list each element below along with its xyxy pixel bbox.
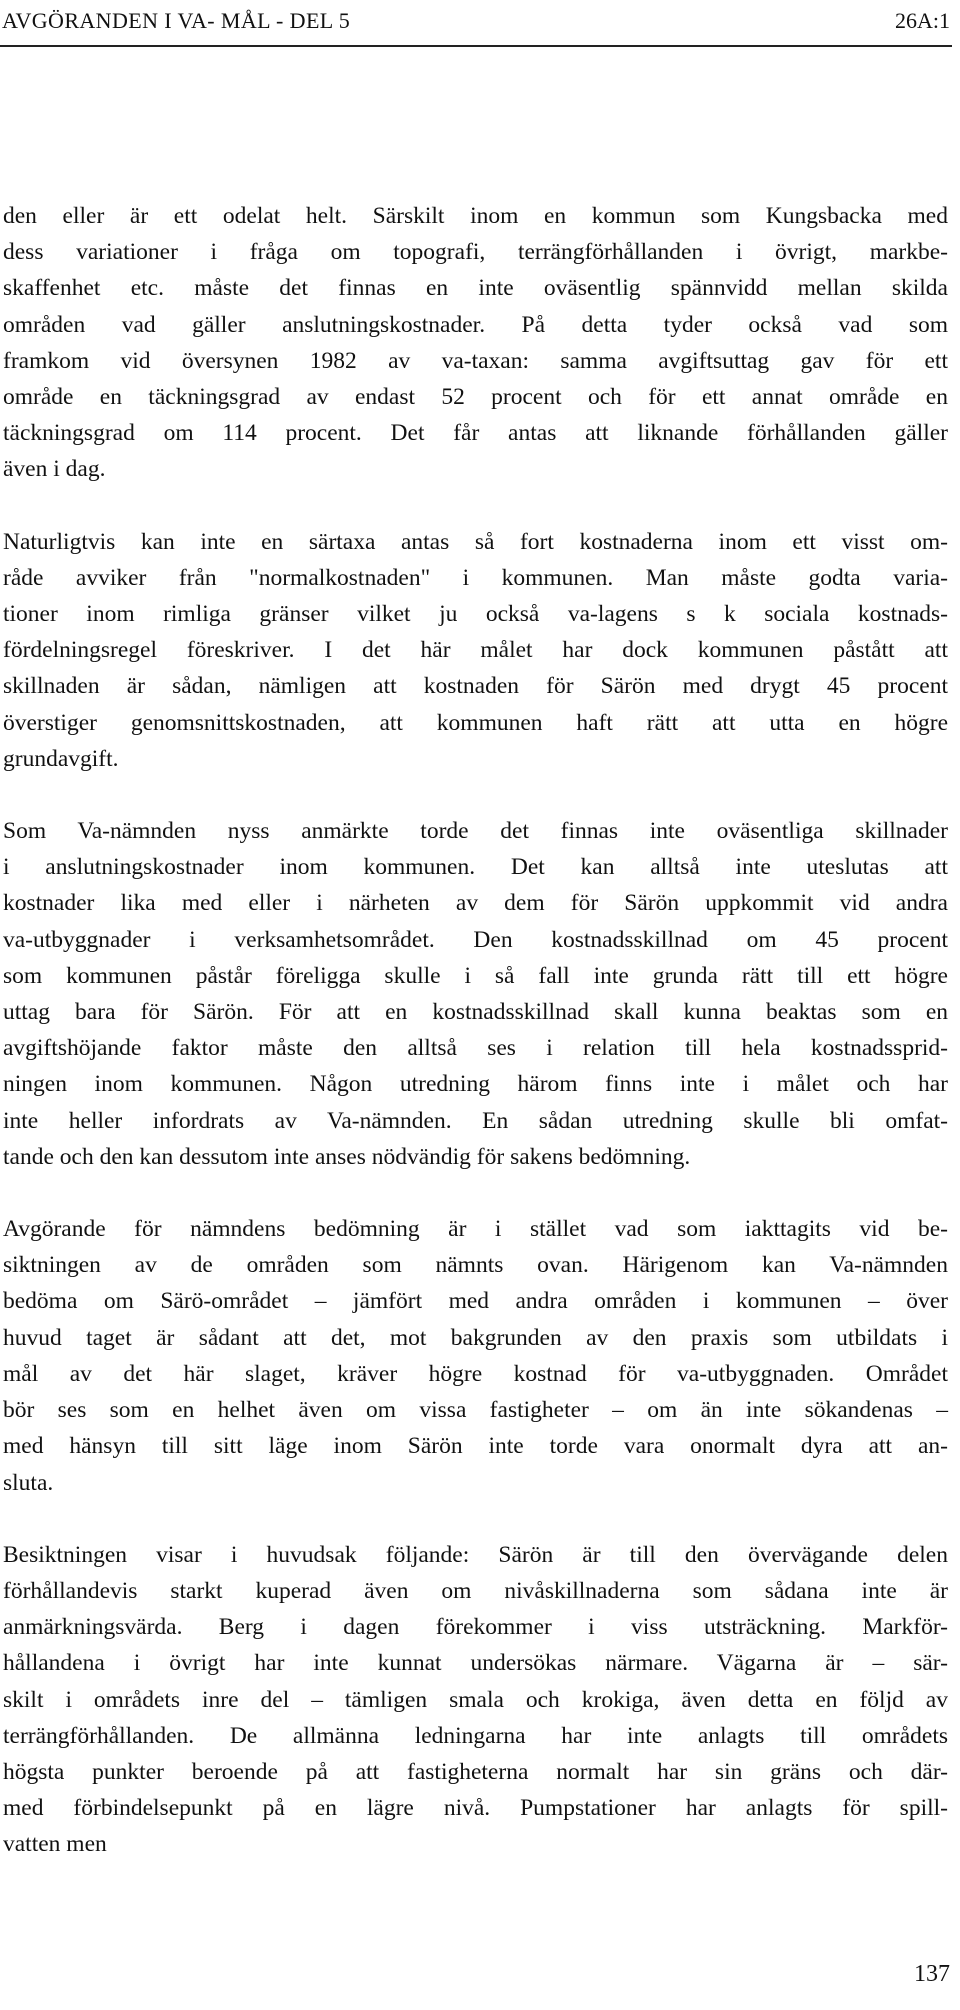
- text-line: förhållandevis starkt kuperad även om nivåskillnaderna som sådana inte är: [3, 1577, 948, 1604]
- text-line: avgiftshöjande faktor måste den alltså ses i relation till hela kostnadssprid-: [3, 1035, 948, 1062]
- header-divider: [0, 45, 952, 47]
- page-number: 137: [914, 1961, 950, 1987]
- text-line: Naturligtvis kan inte en särtaxa antas så fort kostnaderna inom ett visst om-: [3, 528, 948, 555]
- section-code: 26A:1: [895, 8, 950, 33]
- text-line: skaffenhet etc. måste det finnas en inte oväsentlig spännvidd mellan skilda: [3, 275, 948, 302]
- text-line: inte heller infordrats av Va-nämnden. En sådan utredning skulle bli omfat-: [3, 1107, 948, 1134]
- text-line: mål av det här slaget, kräver högre kostnad för va-utbyggnaden. Området: [3, 1360, 948, 1387]
- text-line: siktningen av de områden som nämnts ovan. Härigenom kan Va-nämnden: [3, 1252, 948, 1279]
- page-header: [0, 6, 950, 36]
- text-line: Som Va-nämnden nyss anmärkte torde det finnas inte oväsentliga skillnader: [3, 818, 948, 845]
- text-line: den eller är ett odelat helt. Särskilt inom en kommun som Kungsbacka med: [3, 203, 948, 229]
- text-line: grundavgift.: [3, 745, 119, 772]
- text-line: huvud taget är sådant att det, mot bakgrunden av den praxis som utbildats i: [3, 1324, 948, 1351]
- text-line: överstiger genomsnittskostnaden, att kommunen haft rätt att utta en högre: [3, 709, 948, 736]
- paragraph: [3, 813, 948, 1175]
- text-line: med hänsyn till sitt läge inom Särön inte torde vara onormalt dyra att an-: [3, 1433, 948, 1460]
- body-text: [3, 198, 948, 1899]
- text-line: som kommunen påstår föreligga skulle i så fall inte grunda rätt till ett högre: [3, 962, 948, 989]
- text-line: dess variationer i fråga om topografi, terrängförhållanden i övrigt, markbe-: [3, 239, 948, 266]
- text-line: Avgörande för nämndens bedömning är i stället vad som iakttagits vid be-: [3, 1216, 948, 1243]
- text-line: område en täckningsgrad av endast 52 procent och för ett annat område en: [3, 384, 948, 411]
- text-line: terrängförhållanden. De allmänna ledningarna har inte anlagts till områdets: [3, 1722, 948, 1749]
- text-line: täckningsgrad om 114 procent. Det får antas att liknande förhållanden gäller: [3, 420, 948, 447]
- text-line: med förbindelsepunkt på en lägre nivå. Pumpstationer har anlagts för spill-: [3, 1795, 948, 1822]
- text-line: Besiktningen visar i huvudsak följande: Särön är till den övervägande delen: [3, 1541, 948, 1568]
- text-line: områden vad gäller anslutningskostnader. På detta tyder också vad som: [3, 311, 948, 338]
- text-line: fördelningsregel föreskriver. I det här målet har dock kommunen påstått att: [3, 637, 948, 664]
- text-line: råde avviker från "normalkostnaden" i kommunen. Man måste godta varia-: [3, 564, 948, 591]
- paragraph: [3, 1211, 948, 1501]
- text-line: uttag bara för Särön. För att en kostnadsskillnad skall kunna beaktas som en: [3, 999, 948, 1026]
- paragraph: [3, 1537, 948, 1863]
- text-line: kostnader lika med eller i närheten av dem för Särön uppkommit vid andra: [3, 890, 948, 917]
- text-line: ningen inom kommunen. Någon utredning härom finns inte i målet och har: [3, 1071, 948, 1098]
- text-line: även i dag.: [3, 456, 106, 483]
- paragraph: [3, 198, 948, 488]
- text-line: anmärkningsvärda. Berg i dagen förekommer i viss utsträckning. Markför-: [3, 1614, 948, 1641]
- text-line: sluta.: [3, 1469, 54, 1496]
- text-line: va-utbyggnader i verksamhetsområdet. Den kostnadsskillnad om 45 procent: [3, 926, 948, 953]
- text-line: framkom vid översynen 1982 av va-taxan: samma avgiftsuttag gav för ett: [3, 347, 948, 374]
- running-title: AVGÖRANDEN I VA- MÅL - DEL 5: [2, 8, 351, 33]
- text-line: vatten men: [3, 1831, 107, 1858]
- text-line: högsta punkter beroende på att fastigheterna normalt har sin gräns och där-: [3, 1758, 948, 1785]
- text-line: tioner inom rimliga gränser vilket ju också va-lagens s k sociala kostnads-: [3, 601, 948, 628]
- text-line: skilt i områdets inre del – tämligen smala och krokiga, även detta en följd av: [3, 1686, 948, 1713]
- text-line: bedöma om Särö-området – jämfört med andra områden i kommunen – över: [3, 1288, 948, 1315]
- paragraph: [3, 524, 948, 777]
- text-line: i anslutningskostnader inom kommunen. Det kan alltså inte uteslutas att: [3, 854, 948, 881]
- text-line: skillnaden är sådan, nämligen att kostnaden för Särön med drygt 45 procent: [3, 673, 948, 700]
- text-line: hållandena i övrigt har inte kunnat undersökas närmare. Vägarna är – sär-: [3, 1650, 948, 1677]
- text-line: tande och den kan dessutom inte anses nödvändig för sakens bedömning.: [3, 1143, 691, 1170]
- text-line: bör ses som en helhet även om vissa fastigheter – om än inte sökandenas –: [3, 1397, 948, 1424]
